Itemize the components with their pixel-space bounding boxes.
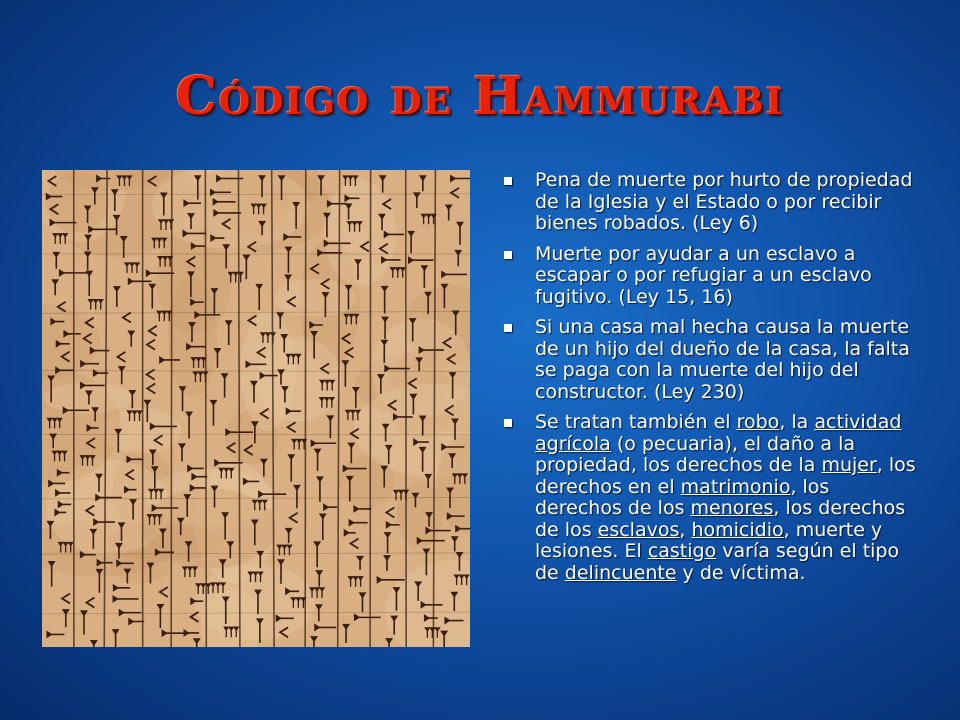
link-delincuente[interactable]: delincuente [564, 561, 677, 584]
link-mujer[interactable]: mujer [821, 454, 877, 476]
bullet-item [500, 317, 920, 403]
text-run: (o pecuaria), el daño a la propiedad, los derechos de la [535, 432, 856, 476]
square-bullet-icon [504, 251, 512, 259]
square-bullet-icon [504, 419, 512, 427]
bullet-text [535, 411, 916, 584]
text-run: Se tratan también el [535, 411, 737, 433]
text-run: , muerte y lesiones. El [535, 518, 883, 562]
square-bullet-icon [504, 177, 512, 185]
bullet-text: Si una casa mal hecha causa la muerte de un hijo del dueño de la casa, la falta se paga con la muerte del hijo del constructor. (Ley 230) [535, 316, 910, 403]
text-run: varía según el tipo de [535, 540, 900, 584]
link-actividad-agricola[interactable]: actividad agrícola [535, 411, 902, 455]
text-run: y de víctima. [676, 561, 806, 584]
link-matrimonio[interactable]: matrimonio [680, 475, 791, 498]
link-castigo[interactable]: castigo [647, 540, 717, 562]
text-run: , los derechos de los [535, 475, 830, 519]
bullet-text: Pena de muerte por hurto de propiedad de la Iglesia y el Estado o por recibir bienes robados. (Ley 6) [535, 169, 913, 234]
link-robo[interactable]: robo [736, 411, 780, 433]
bullet-text: Muerte por ayudar a un esclavo a escapar o por refugiar a un esclavo fugitivo. (Ley 15, 16) [535, 242, 872, 308]
bullet-item [500, 170, 920, 235]
link-menores[interactable]: menores [690, 497, 774, 519]
bullet-item [500, 244, 920, 309]
text-run: , la [779, 411, 815, 433]
square-bullet-icon [504, 324, 512, 332]
link-homicidio[interactable]: homicidio [691, 518, 784, 541]
slide-title: Código de Hammurabi [175, 66, 785, 127]
text-run: , [679, 518, 692, 541]
cuneiform-tablet-image [42, 170, 470, 647]
link-esclavos[interactable]: esclavos [597, 518, 680, 541]
cuneiform-tablet-drawing [42, 170, 470, 647]
text-run: , los derechos de los [535, 497, 906, 541]
text-run: , los derechos en el [535, 454, 916, 498]
bullet-item [500, 412, 920, 584]
bullet-list [500, 170, 920, 593]
